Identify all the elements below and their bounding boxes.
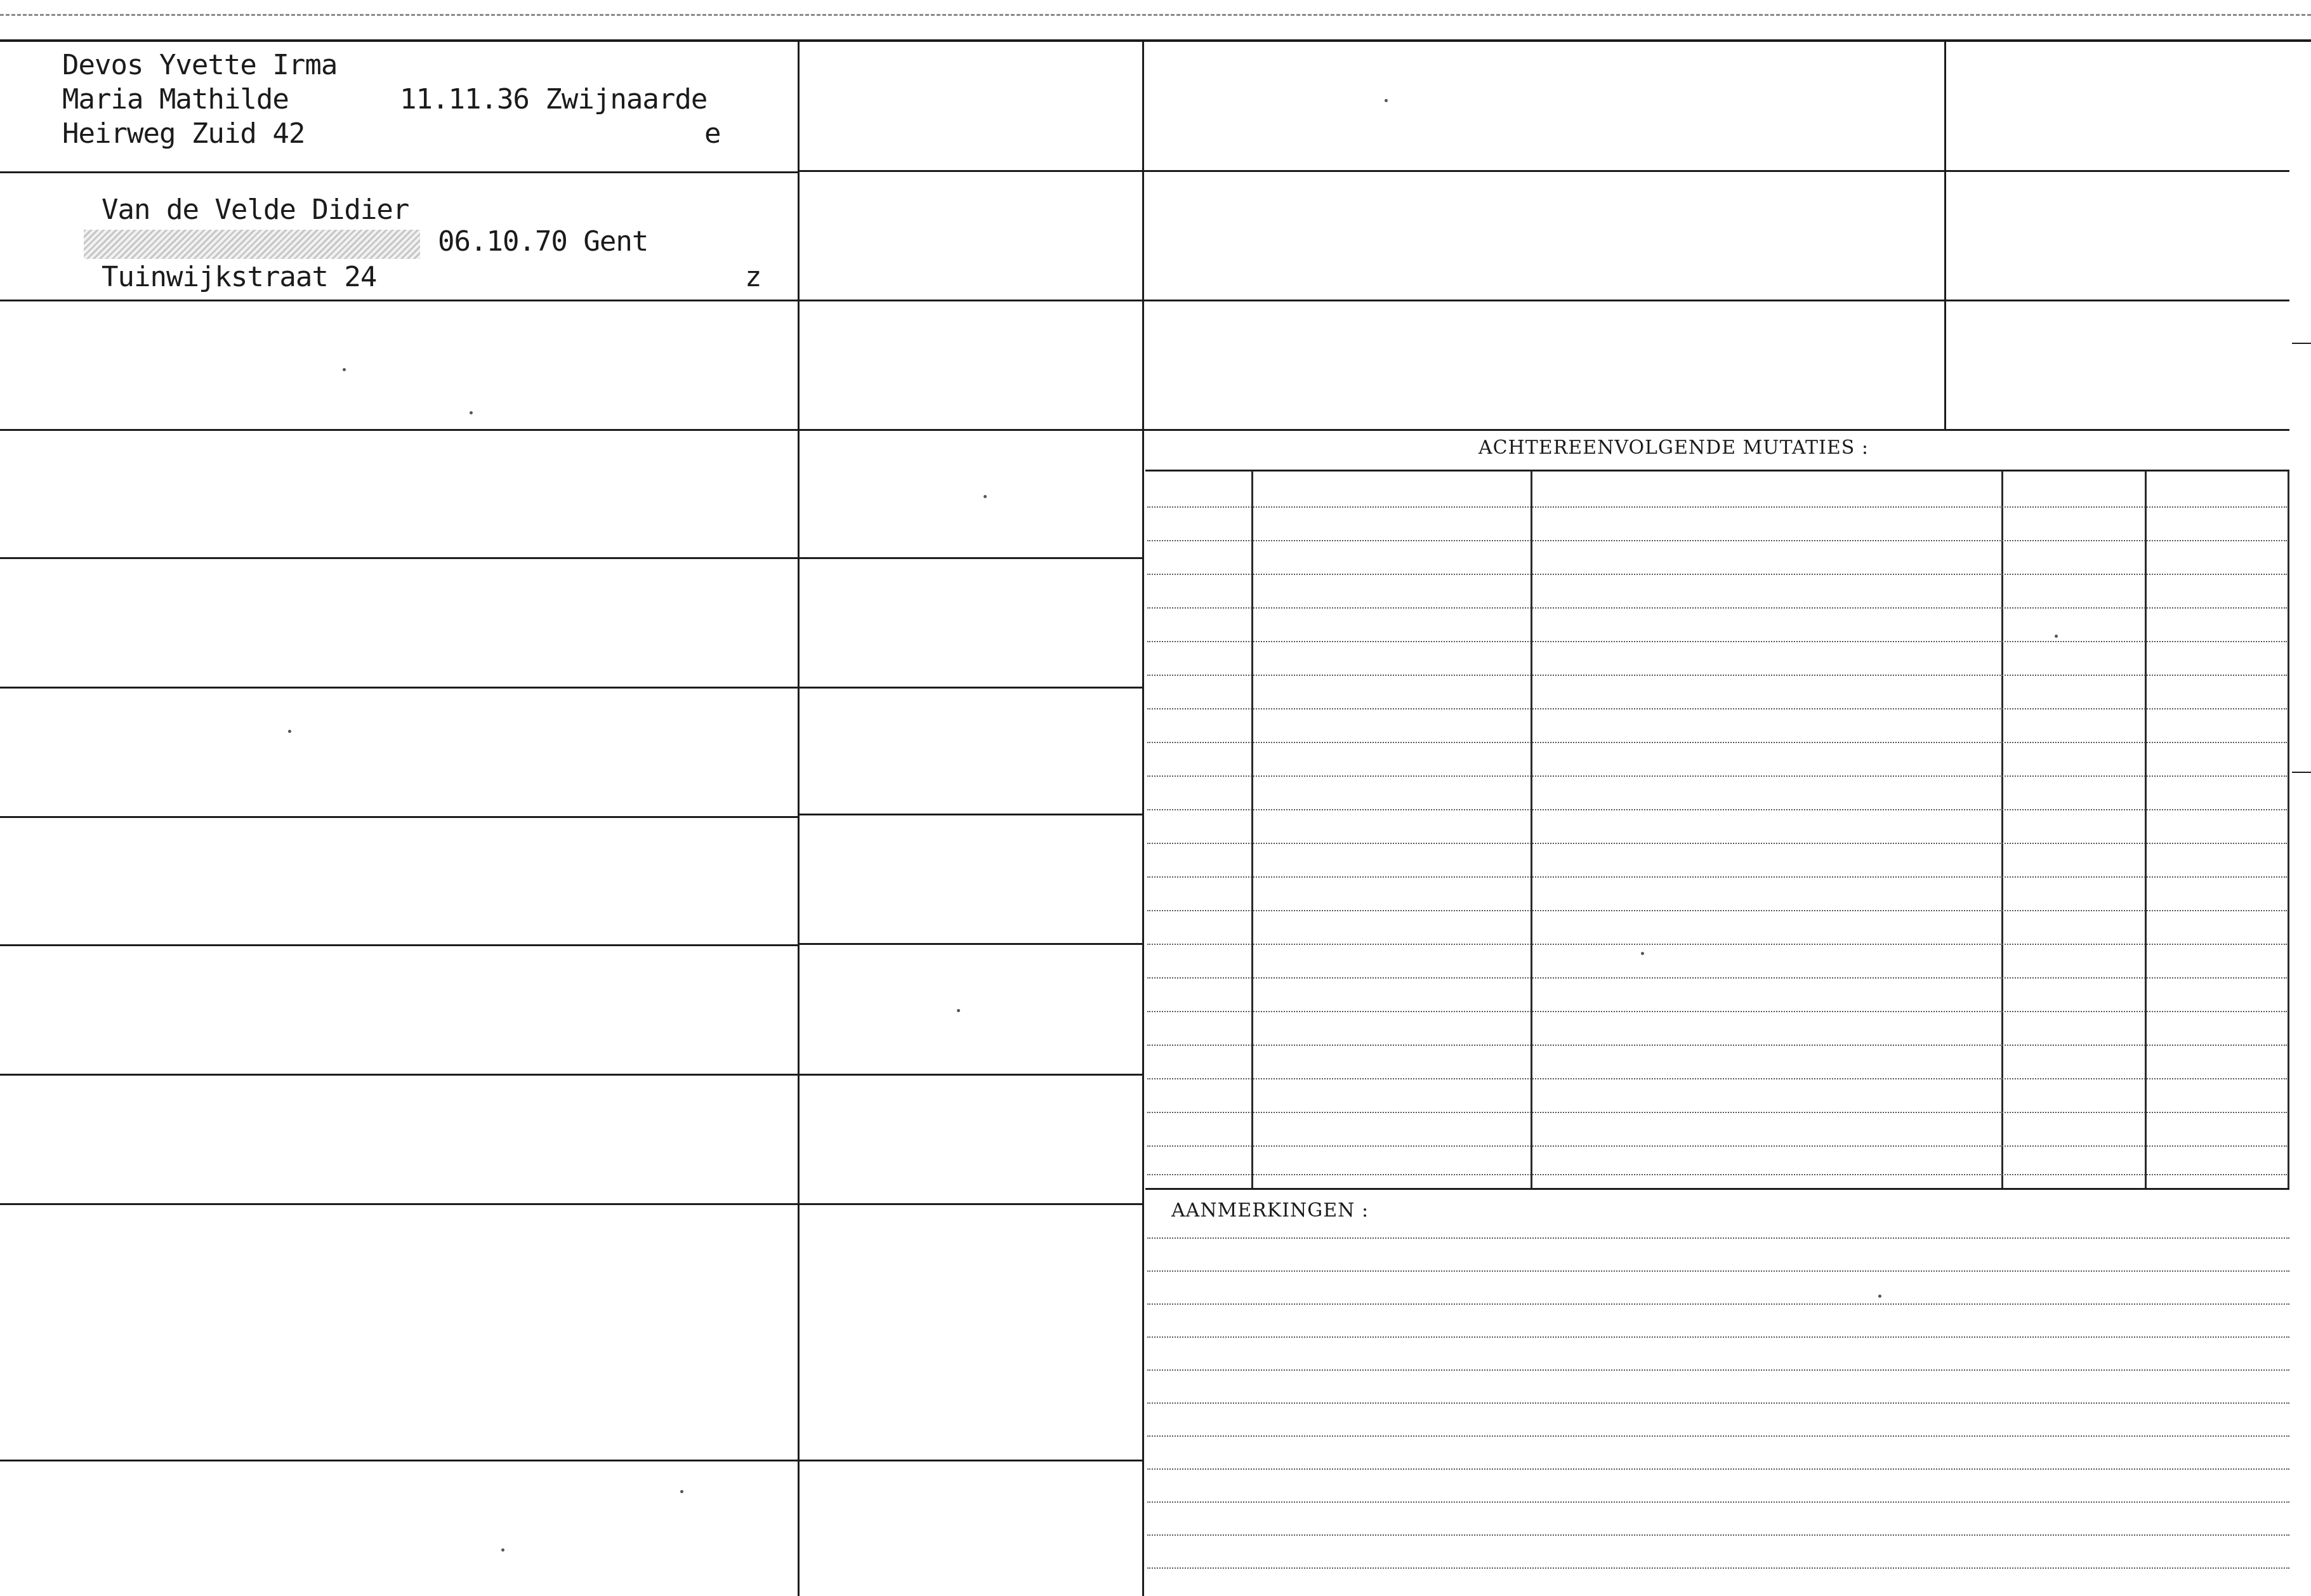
mutations-heading: ACHTEREENVOLGENDE MUTATIES : [1478, 437, 1869, 459]
record-2-name: Van de Velde Didier [102, 194, 409, 226]
record-2-birth: 06.10.70 Gent [438, 225, 649, 258]
column-divider-3 [1944, 41, 1946, 429]
edge-mark-bottom [2292, 772, 2311, 773]
record-1-address: Heirweg Zuid 42 [62, 117, 305, 150]
record-2-code: z [745, 261, 761, 293]
remarks-heading: AANMERKINGEN : [1171, 1199, 1369, 1222]
mutations-bottom-border [1145, 1188, 2289, 1190]
record-2-address: Tuinwijkstraat 24 [102, 261, 377, 293]
record-1-code: e [704, 117, 721, 150]
column-divider-1 [798, 41, 800, 1596]
record-1-name: Devos Yvette Irma [62, 49, 338, 81]
mutations-right-border [2288, 471, 2289, 1188]
top-border-dashed [0, 14, 2311, 16]
top-border [0, 39, 2311, 42]
mutations-col-4 [2145, 471, 2147, 1188]
column-divider-2 [1142, 41, 1144, 1596]
mutations-col-3 [2001, 471, 2003, 1188]
record-1-birth: 11.11.36 Zwijnaarde [400, 83, 708, 115]
mutations-col-1 [1251, 471, 1253, 1188]
mutations-top-border [1145, 470, 2289, 472]
mutations-col-2 [1531, 471, 1532, 1188]
record-1-given-names: Maria Mathilde [62, 83, 289, 115]
record-2-redacted-given-names [84, 230, 420, 259]
edge-mark-top [2292, 343, 2311, 344]
